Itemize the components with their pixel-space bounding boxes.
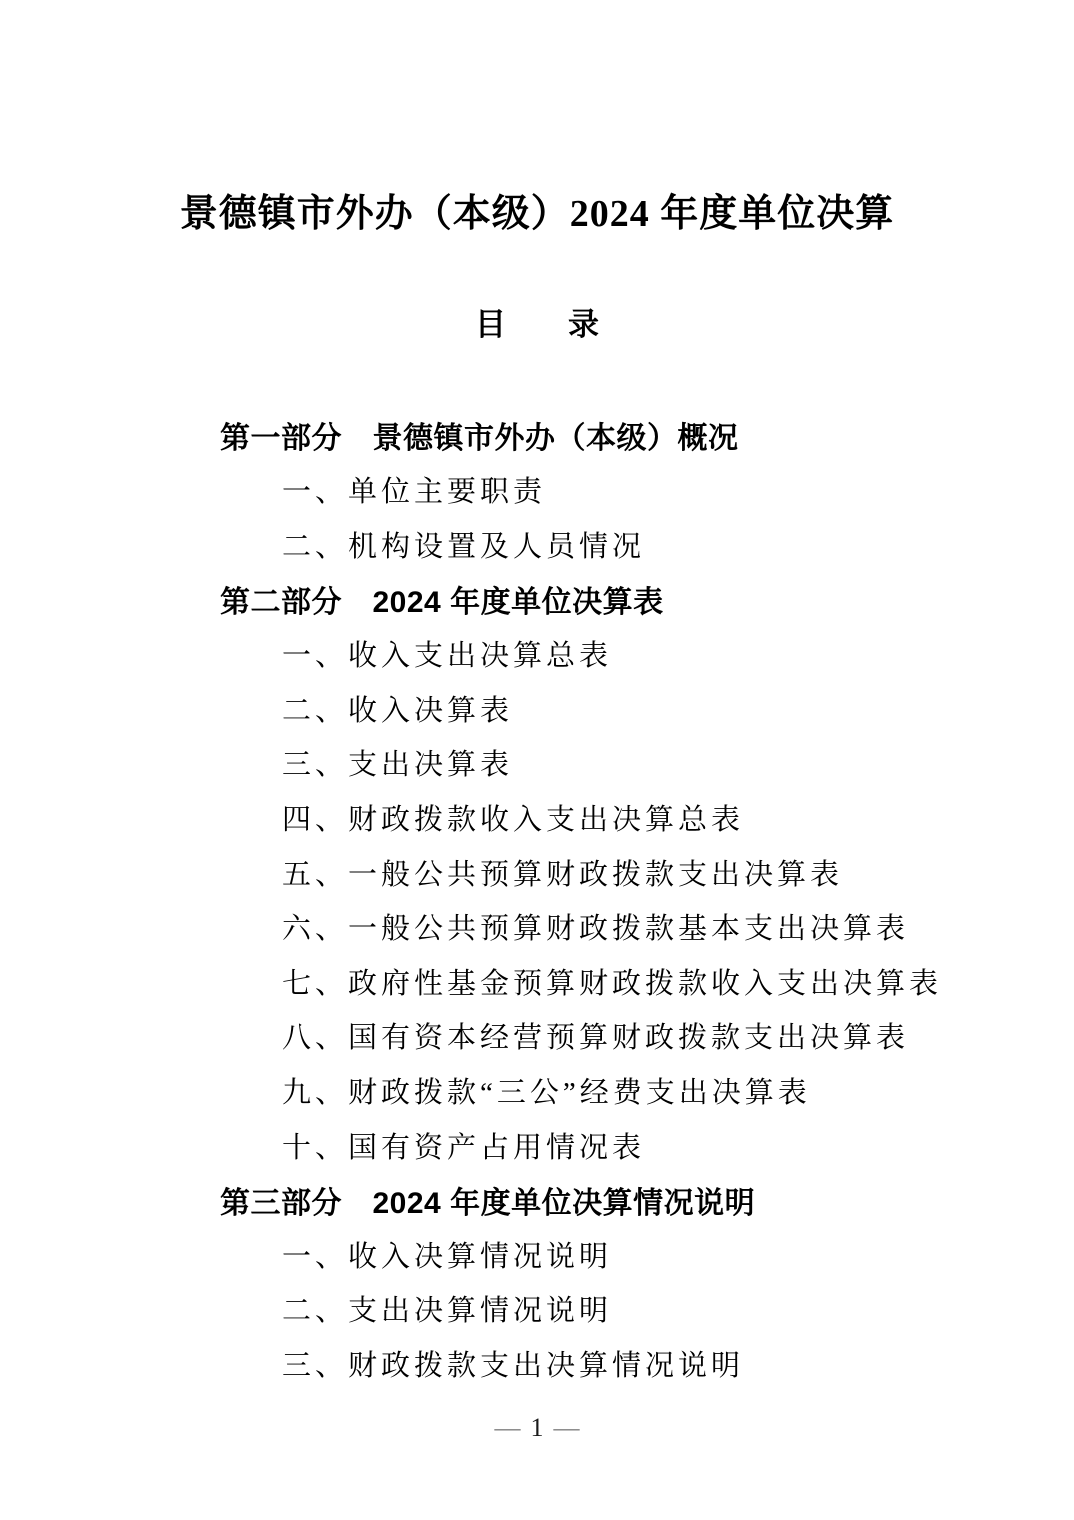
toc-item: 二、收入决算表 <box>282 694 514 727</box>
toc-item: 一、收入决算情况说明 <box>282 1240 613 1273</box>
toc-item: 三、财政拨款支出决算情况说明 <box>282 1349 745 1382</box>
footer-left-dash: — <box>494 1413 521 1442</box>
footer-right-dash: — <box>553 1413 580 1442</box>
toc-item: 三、支出决算表 <box>282 749 514 782</box>
page-footer <box>0 1412 1074 1444</box>
toc-section-heading: 第三部分 2024 年度单位决算情况说明 <box>220 1186 756 1220</box>
toc-item: 七、政府性基金预算财政拨款收入支出决算表 <box>282 967 943 1000</box>
toc-item: 五、一般公共预算财政拨款支出决算表 <box>282 858 844 891</box>
toc-item: 一、单位主要职责 <box>282 476 547 509</box>
toc-item: 十、国有资产占用情况表 <box>282 1131 646 1164</box>
toc-item: 二、机构设置及人员情况 <box>282 530 646 563</box>
toc-heading: 目 录 <box>475 307 599 342</box>
toc-item: 二、支出决算情况说明 <box>282 1295 613 1328</box>
toc-item: 六、一般公共预算财政拨款基本支出决算表 <box>282 913 910 946</box>
toc-item: 九、财政拨款“三公”经费支出决算表 <box>282 1076 811 1109</box>
toc-item: 四、财政拨款收入支出决算总表 <box>282 803 745 836</box>
toc-list <box>0 408 1074 1391</box>
toc-item: 八、国有资本经营预算财政拨款支出决算表 <box>282 1022 910 1055</box>
toc-section-heading: 第一部分 景德镇市外办（本级）概况 <box>220 422 739 456</box>
toc-section-heading: 第二部分 2024 年度单位决算表 <box>220 586 664 620</box>
toc-item: 一、收入支出决算总表 <box>282 640 613 673</box>
page-number: 1 <box>530 1413 544 1442</box>
page-title: 景德镇市外办（本级）2024 年度单位决算 <box>179 193 895 235</box>
